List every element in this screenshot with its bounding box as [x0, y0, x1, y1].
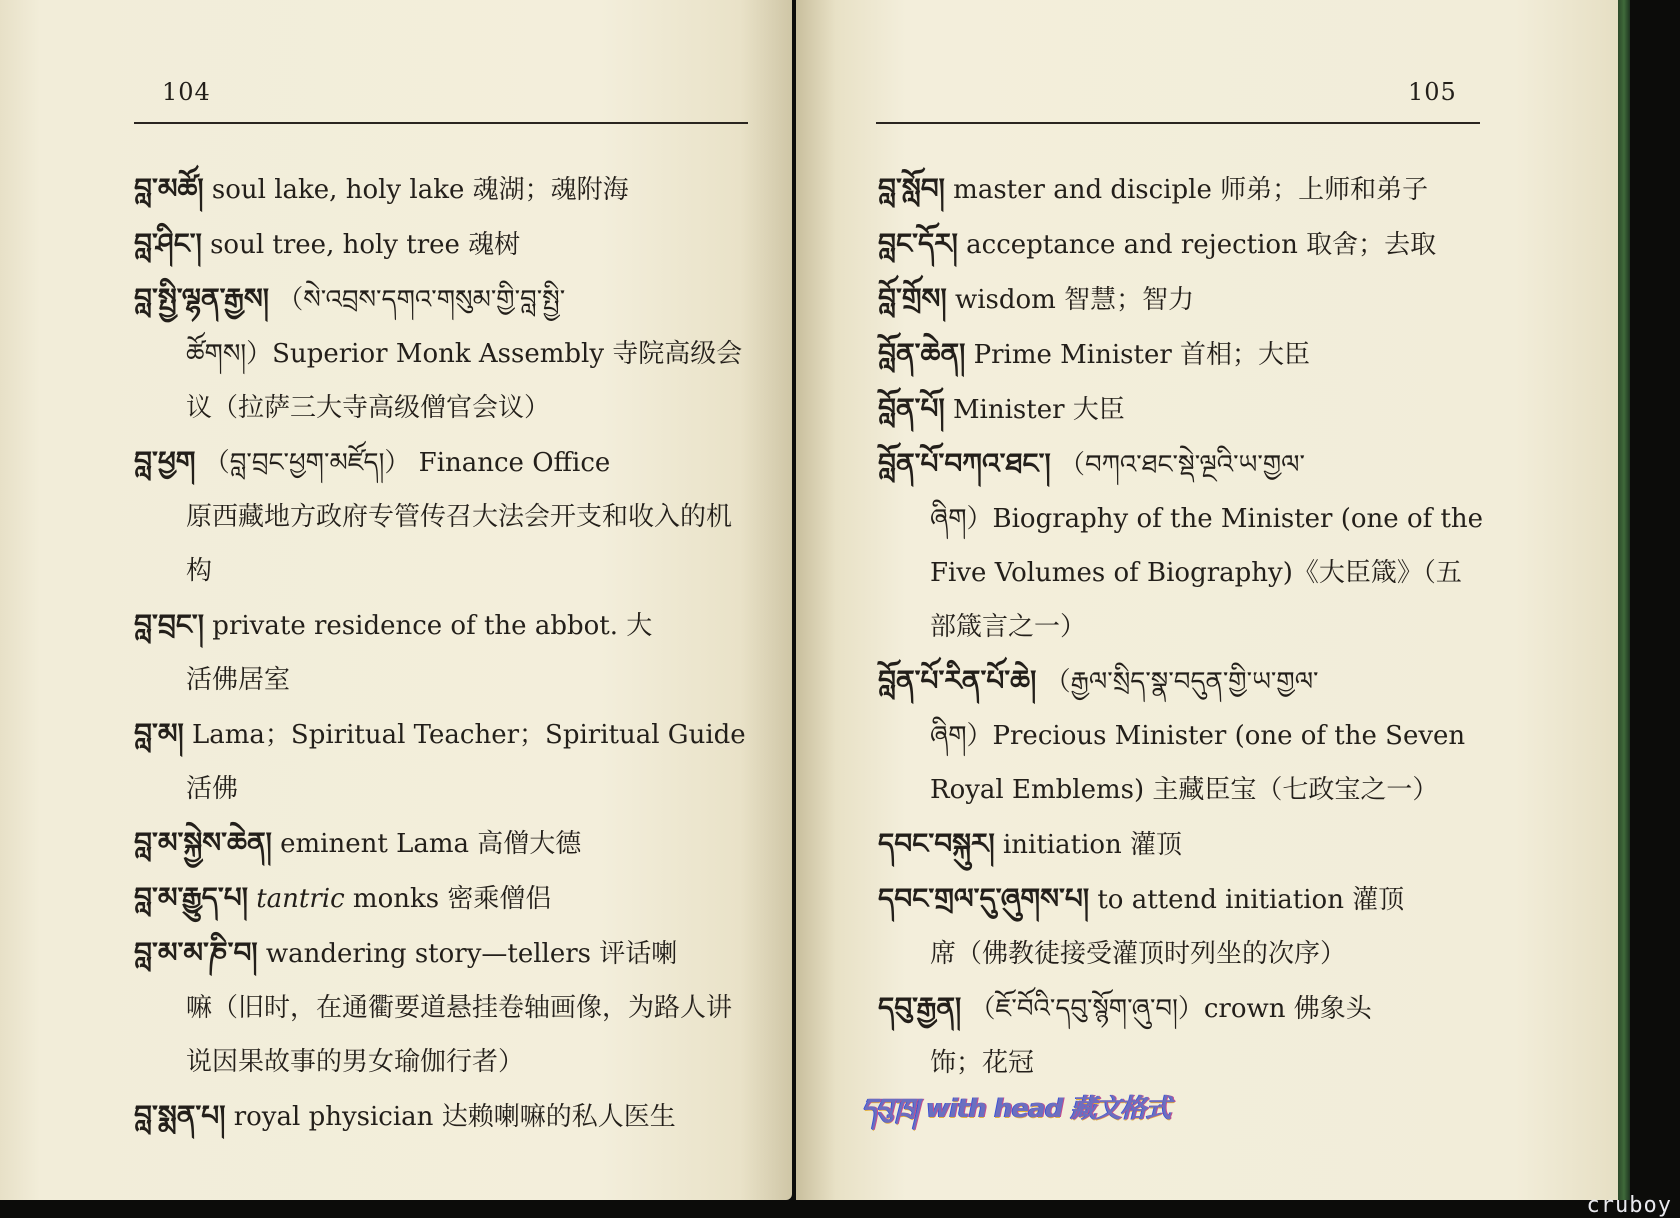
entry-gloss: Prime Minister 首相；大臣: [973, 340, 1311, 370]
entry-gloss: private residence of the abbot. 大: [212, 611, 653, 641]
tibetan-headword: བློན་པོ་རིན་པོ་ཆེ།: [878, 664, 1037, 697]
entry-gloss: （རྒྱལ་སྲིད་སྣ་བདུན་གྱི་ཡ་གྱལ་: [1044, 667, 1319, 697]
left-page: [0, 0, 792, 1200]
entry-gloss: soul lake, holy lake 魂湖；魂附海: [211, 175, 629, 205]
entry-continuation: 嘛（旧时，在通衢要道悬挂卷轴画像，为路人讲说因果故事的男女瑜伽行者）: [186, 993, 733, 1077]
entry-list: [878, 162, 1486, 1090]
dictionary-entry: [878, 437, 1486, 654]
tibetan-headword: བློ་གྲོས།: [878, 282, 947, 315]
dictionary-entry: [134, 816, 752, 871]
entry-continuation: 饰；花冠: [930, 1048, 1035, 1078]
tibetan-headword: བླ་མ་མ་ཎི་བ།: [134, 936, 258, 969]
page-number: 105: [1408, 78, 1457, 106]
entry-continuation: ཚོགས།）Superior Monk Assembly 寺院高级会议（拉萨三大寺高级僧官会议）: [186, 339, 743, 423]
entry-gloss: to attend initiation 灌顶: [1097, 885, 1405, 915]
tibetan-headword: དབུ་རྒྱན།: [878, 991, 962, 1024]
entry-gloss-italic: tantric: [256, 884, 345, 914]
header-rule: [876, 122, 1480, 124]
entry-continuation: ཞིག）Biography of the Minister (one of the Five Volumes of Biography)《大臣箴》（五部箴言之一）: [930, 504, 1484, 642]
dictionary-entry: [878, 272, 1486, 327]
entry-continuation: 原西藏地方政府专管传召大法会开支和收入的机构: [186, 502, 733, 586]
tibetan-headword: བླ་ཕྱག: [134, 445, 196, 478]
tibetan-headword: བླ་བྲང་།: [134, 608, 205, 641]
entry-gloss: initiation 灌顶: [1002, 830, 1183, 860]
tibetan-headword: དབང་བསྐུར།: [878, 827, 995, 860]
entry-gloss: master and disciple 师弟；上师和弟子: [953, 175, 1429, 205]
scan-border: [0, 1200, 1680, 1218]
dictionary-entry: [878, 817, 1486, 872]
entry-gloss: royal physician 达赖喇嘛的私人医生: [233, 1102, 676, 1132]
entry-continuation: 活佛: [186, 774, 239, 804]
dictionary-entry: [878, 217, 1486, 272]
entry-gloss: （སེ་འབྲས་དགའ་གསུམ་གྱི་བླ་སྤྱི་: [277, 285, 566, 315]
dictionary-entry: [134, 926, 752, 1089]
tibetan-headword: བློན་པོ་བཀའ་ཐང་།: [878, 447, 1051, 480]
dictionary-entry: [878, 981, 1486, 1090]
header-rule: [134, 122, 748, 124]
entry-continuation: ཞིག）Precious Minister (one of the Seven Royal Emblems) 主藏臣宝（七政宝之一）: [930, 721, 1466, 805]
tibetan-headword: བླ་ཤིང་།: [134, 227, 202, 260]
page-number: 104: [162, 78, 211, 106]
tibetan-headword: དབང་གྲལ་དུ་ཞུགས་པ།: [878, 882, 1090, 915]
entry-gloss: （བཀའ་ཐང་སྡེ་ལྔའི་ཡ་གྱལ་: [1058, 450, 1305, 480]
entry-continuation: 活佛居室: [186, 665, 291, 695]
dictionary-entry: [134, 871, 752, 926]
dictionary-entry: [878, 327, 1486, 382]
entry-continuation: 席（佛教徒接受灌顶时列坐的次序）: [930, 939, 1347, 969]
tibetan-headword: བླ་སྨན་པ།: [134, 1099, 226, 1132]
entry-gloss: （བླ་བྲང་ཕྱག་མཛོད།） Finance Office: [203, 448, 611, 478]
tibetan-headword: བླ་སྤྱི་ལྷན་རྒྱས།: [134, 282, 269, 315]
entry-gloss: acceptance and rejection 取舍；去取: [966, 230, 1437, 260]
dictionary-entry: [134, 598, 752, 707]
dictionary-entry: [134, 707, 752, 816]
tibetan-headword: བློན་པོ།: [878, 392, 945, 425]
dictionary-entry: [134, 217, 752, 272]
dictionary-entry: [134, 435, 752, 598]
entry-gloss: eminent Lama 高僧大德: [280, 829, 582, 859]
tibetan-headword: བླ་སློབ།: [878, 172, 945, 205]
dictionary-entry: [134, 272, 752, 435]
entry-gloss: Minister 大臣: [952, 395, 1125, 425]
entry-gloss: monks 密乘僧侣: [344, 884, 552, 914]
dictionary-entry: [134, 162, 752, 217]
tibetan-headword: བླ་མ།: [134, 717, 184, 750]
entry-gloss: Lama；Spiritual Teacher；Spiritual Guide: [191, 720, 746, 750]
dictionary-entry: [878, 162, 1486, 217]
tibetan-headword: བླ་མཚོ།: [134, 172, 204, 205]
entry-list: [134, 162, 752, 1144]
tibetan-headword: བློན་ཆེན།: [878, 337, 966, 370]
book-edge: [1618, 0, 1630, 1200]
dictionary-entry: [878, 382, 1486, 437]
tibetan-headword: བླ་མ་རྒྱུད་པ།: [134, 881, 248, 914]
watermark: cruboy: [1586, 1193, 1672, 1218]
entry-gloss: soul tree, holy tree 魂树: [210, 230, 521, 260]
dictionary-entry: [878, 654, 1486, 817]
scan-artifact-text: དབུ་ཁྲ། with head 藏文格式: [862, 1094, 1171, 1124]
dictionary-entry: [878, 872, 1486, 981]
right-page: [796, 0, 1618, 1200]
entry-gloss: （ཇོ་བོའི་དབུ་སྙོག་ཞུ་བ།）crown 佛象头: [969, 994, 1372, 1024]
tibetan-headword: བླང་དོར།: [878, 227, 958, 260]
tibetan-headword: བླ་མ་སྐྱེས་ཆེན།: [134, 826, 272, 859]
entry-gloss: wisdom 智慧；智力: [954, 285, 1195, 315]
dictionary-entry: [134, 1089, 752, 1144]
entry-gloss: wandering story—tellers 评话喇: [265, 939, 678, 969]
